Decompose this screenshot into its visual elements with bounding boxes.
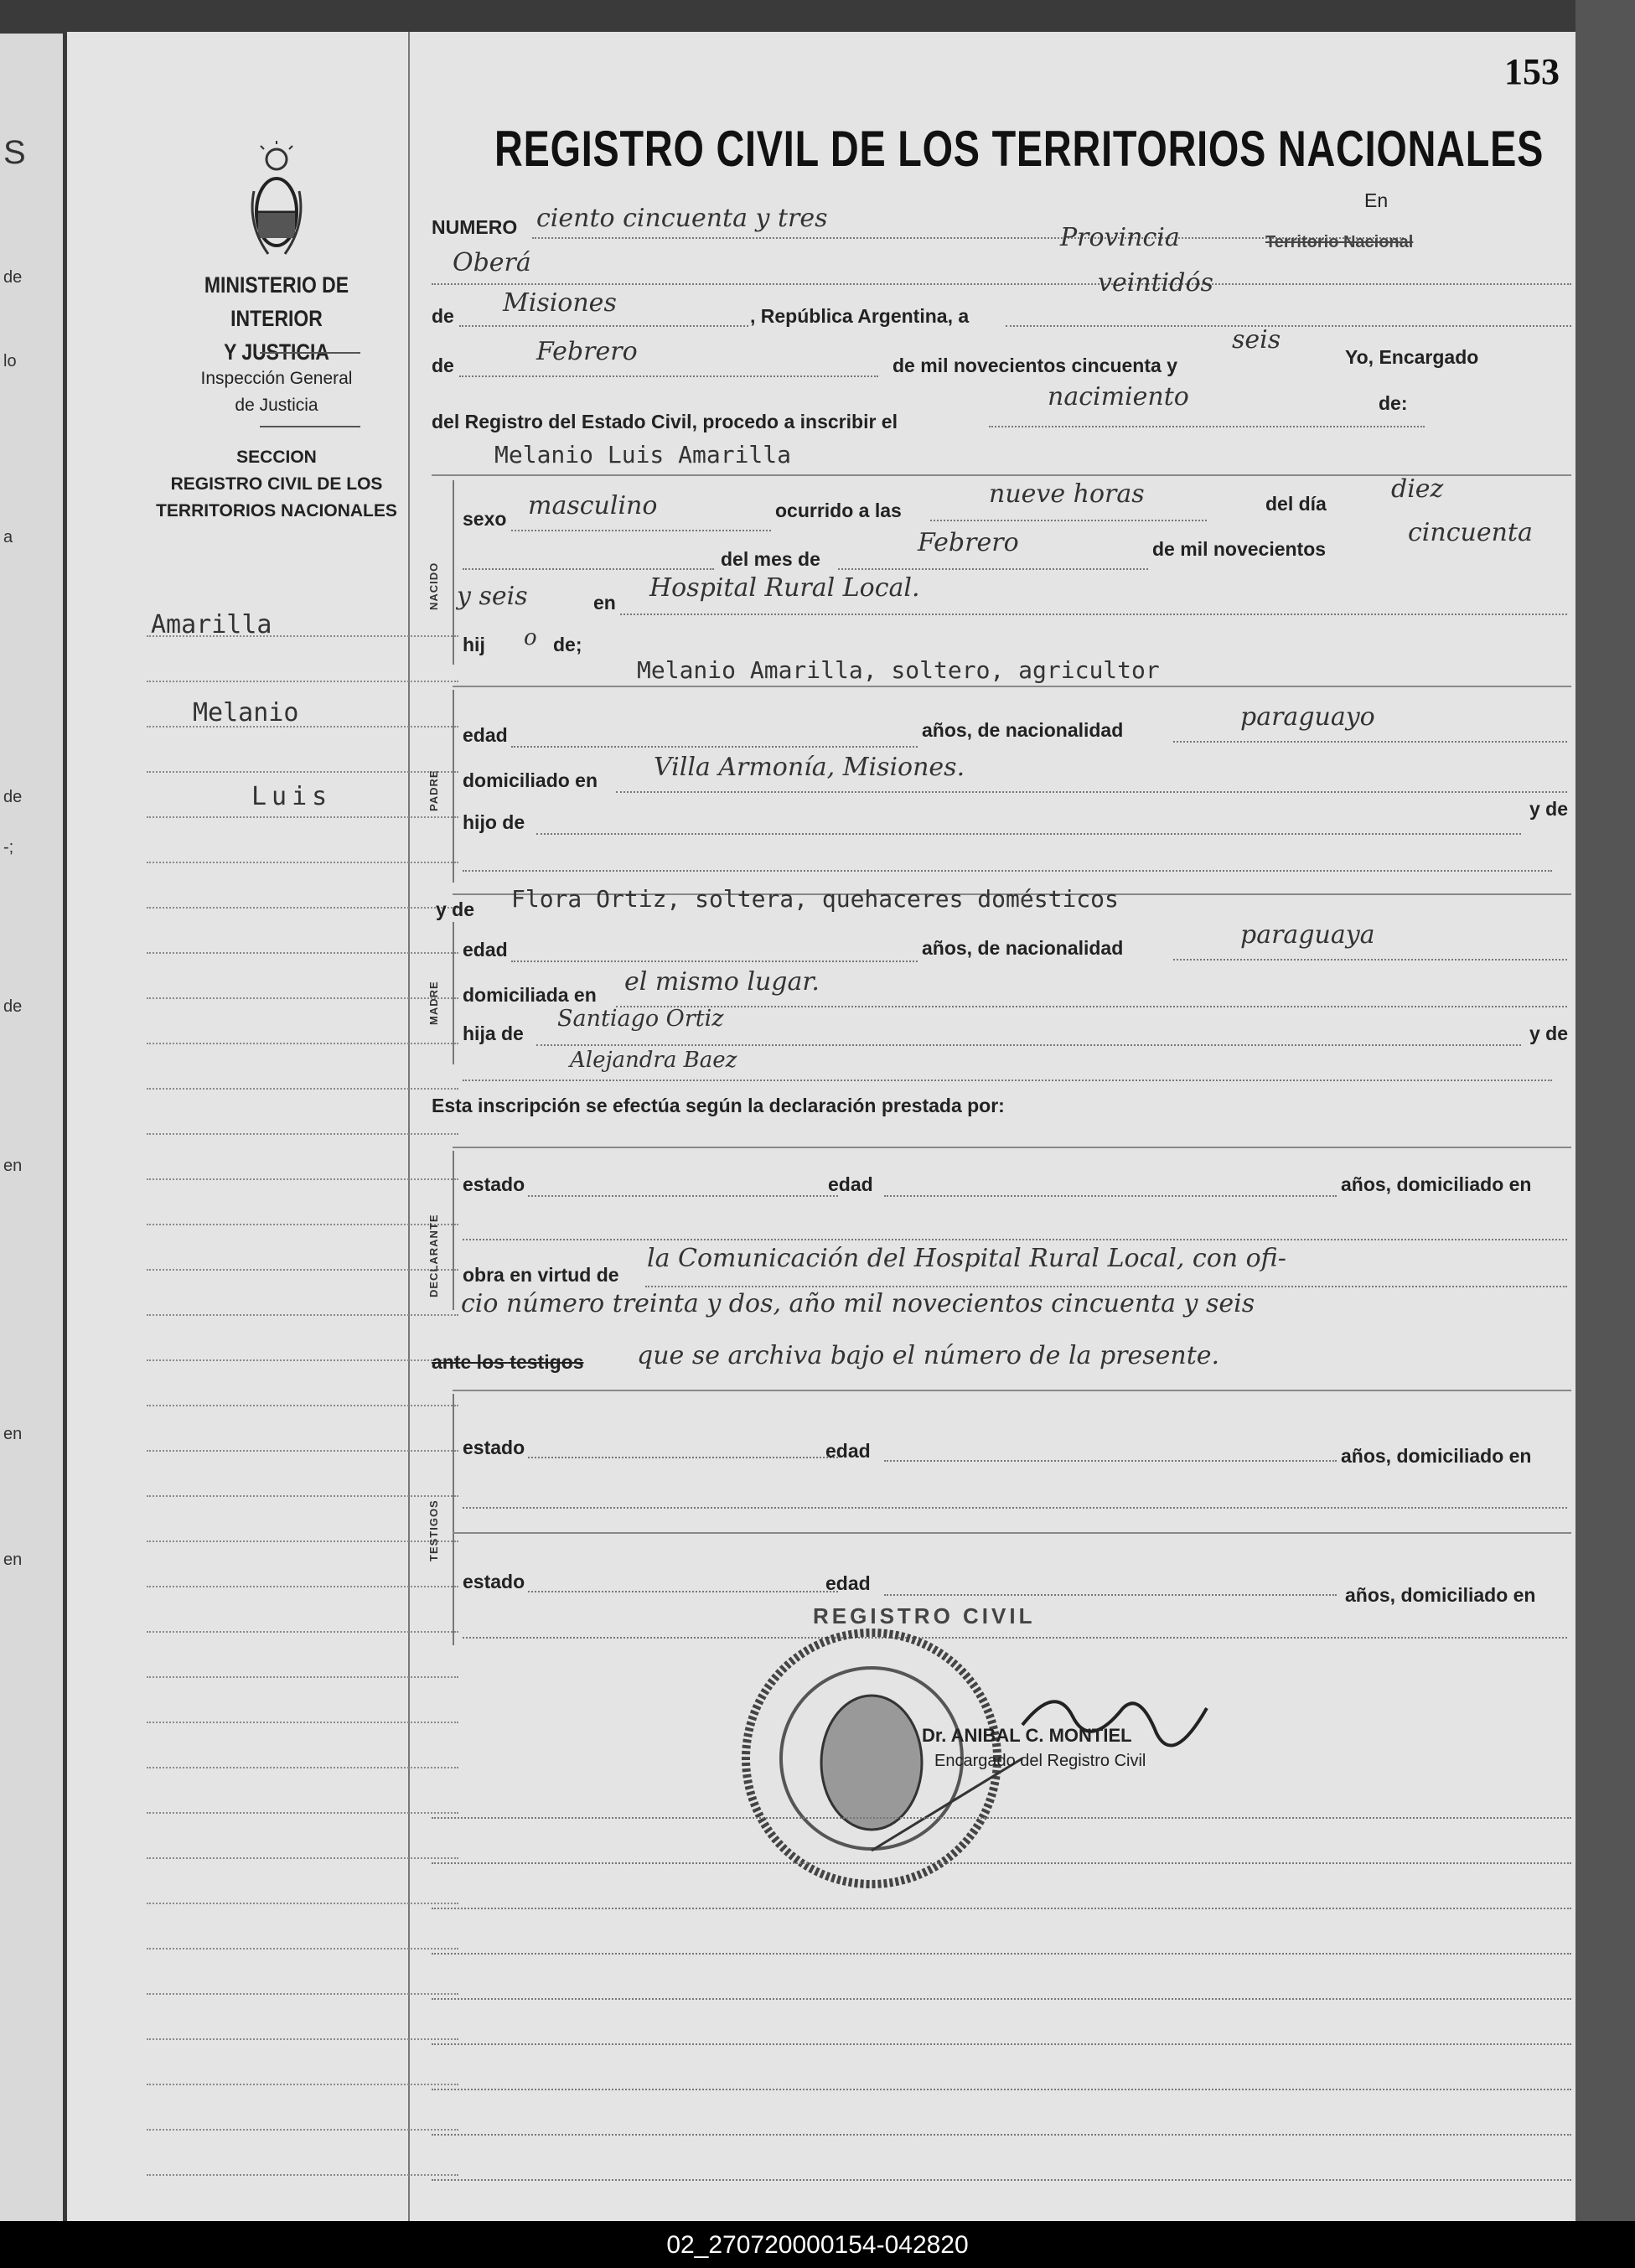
register-title: REGISTRO CIVIL DE LOS TERRITORIOS NACIONALES <box>494 121 1544 177</box>
year-suffix-value: seis <box>1232 325 1281 355</box>
padre-domicilio-label: domiciliado en <box>463 769 598 791</box>
left-fragment: de <box>3 997 23 1016</box>
field-line <box>511 746 918 748</box>
field-line <box>511 530 771 531</box>
padre-name: Melanio Amarilla, soltero, agricultor <box>637 656 1160 684</box>
province-name: Misiones <box>503 288 617 318</box>
sidebar-ruled-line <box>147 1314 458 1316</box>
hora-value: nueve horas <box>989 479 1145 509</box>
sidebar-ruled-line <box>147 1540 458 1542</box>
en-label-nacido: en <box>593 592 616 614</box>
left-page-edge <box>0 34 63 2221</box>
declarante-anios-label: años, domiciliado en <box>1341 1173 1532 1195</box>
sidebar-ruled-line <box>147 1178 458 1180</box>
numero-label: NUMERO <box>432 216 518 238</box>
sidebar-ruled-line <box>147 1224 458 1225</box>
sidebar-ruled-line <box>147 681 458 682</box>
madre-domicilio: el mismo lugar. <box>624 967 820 997</box>
de-colon-label: de: <box>1379 392 1408 414</box>
de-label: de <box>432 305 454 327</box>
padre-hijo-label: hijo de <box>463 811 525 833</box>
madre-section-label: MADRE <box>427 981 440 1025</box>
field-line <box>528 1195 838 1197</box>
field-line <box>838 568 1148 570</box>
ruled-line <box>432 1862 1571 1864</box>
rule <box>453 1390 1571 1391</box>
place-value: Oberá <box>453 248 531 277</box>
obra-line-1: la Comunicación del Hospital Rural Local, con ofi- <box>647 1244 1286 1273</box>
declaracion-intro: Esta inscripción se efectúa según la declaración prestada por: <box>432 1095 1005 1116</box>
field-line <box>463 1080 1552 1081</box>
sidebar-ruled-line <box>147 1495 458 1497</box>
argentine-coat-of-arms-icon <box>247 141 306 267</box>
field-line <box>459 375 878 377</box>
sidebar-ruled-line <box>147 2129 458 2131</box>
stamp-official-role: Encargado del Registro Civil <box>934 1752 1146 1770</box>
testigo1-edad-label: edad <box>825 1440 871 1462</box>
obra-line-3: que se archiva bajo el número de la presente. <box>637 1341 1220 1370</box>
ante-testigos-label: ante los testigos <box>432 1351 584 1373</box>
field-line <box>463 1507 1567 1509</box>
section-heading: SECCION REGISTRO CIVIL DE LOS TERRITORIOS NACIONALES <box>156 448 397 520</box>
sidebar-ruled-line <box>147 952 458 954</box>
right-page-edge <box>1575 0 1635 2221</box>
field-line <box>463 568 714 570</box>
sidebar-given-name-2: Luis <box>251 782 333 811</box>
del-mes-label: del mes de <box>721 548 820 570</box>
obra-label: obra en virtud de <box>463 1264 619 1286</box>
madre-madre-name: Alejandra Baez <box>570 1048 737 1073</box>
month-value: Febrero <box>536 337 638 366</box>
ruled-line <box>432 1953 1571 1955</box>
sidebar-ruled-line <box>147 2174 458 2176</box>
hij-value: o <box>524 625 537 650</box>
left-fragment: lo <box>3 352 17 370</box>
act-value: nacimiento <box>1048 382 1189 412</box>
padre-section-label: PADRE <box>427 769 440 811</box>
hij-label: hij <box>463 634 485 655</box>
ruled-line <box>432 1998 1571 2000</box>
day-value: veintidós <box>1098 268 1213 298</box>
madre-domicilio-label: domiciliada en <box>463 984 597 1006</box>
sidebar-ruled-line <box>147 816 458 818</box>
left-fragment: -; <box>3 838 14 857</box>
field-line <box>930 520 1207 521</box>
testigo2-edad-label: edad <box>825 1572 871 1594</box>
sidebar-ruled-line <box>147 997 458 999</box>
declarante-section-label: DECLARANTE <box>427 1214 440 1297</box>
field-line <box>1006 325 1571 327</box>
sidebar-ruled-line <box>147 1088 458 1090</box>
sidebar-ruled-line <box>147 1631 458 1633</box>
madre-padre-name: Santiago Ortiz <box>557 1006 724 1032</box>
sidebar-ruled-line <box>147 1948 458 1950</box>
padre-nacionalidad: paraguayo <box>1240 702 1375 732</box>
field-line <box>884 1195 1337 1197</box>
ruled-line <box>432 2179 1571 2181</box>
stamp-official-name: Dr. ANIBAL C. MONTIEL <box>922 1725 1132 1746</box>
sidebar-ruled-line <box>147 2084 458 2085</box>
de-label-2: de <box>432 355 454 376</box>
ruled-line <box>432 1817 1571 1819</box>
ruled-line <box>432 2134 1571 2136</box>
sidebar-ruled-line <box>147 2038 458 2040</box>
field-line <box>536 833 1521 835</box>
mes-value: Febrero <box>918 528 1019 557</box>
field-line <box>989 426 1425 427</box>
padre-anios-label: años, de nacionalidad <box>922 719 1124 741</box>
sidebar-ruled-line <box>147 907 458 909</box>
field-line <box>459 325 748 327</box>
ruled-line <box>432 2089 1571 2090</box>
sidebar-ruled-line <box>147 635 458 637</box>
section-bracket <box>453 1394 454 1645</box>
provincia-value: Provincia <box>1060 223 1180 252</box>
ruled-line <box>432 2043 1571 2045</box>
left-fragment: a <box>3 528 13 546</box>
field-line <box>1173 741 1567 743</box>
field-line <box>645 1286 1567 1287</box>
section-bracket <box>453 922 454 1064</box>
de-semicolon-label: de; <box>553 634 582 655</box>
anio-value-2: y seis <box>457 582 528 611</box>
sexo-label: sexo <box>463 508 507 530</box>
dia-value: diez <box>1391 474 1444 504</box>
left-fragment: en <box>3 1551 23 1569</box>
testigo1-anios-label: años, domiciliado en <box>1341 1445 1532 1467</box>
lugar-value: Hospital Rural Local. <box>649 573 920 603</box>
sidebar-ruled-line <box>147 1767 458 1768</box>
left-fragment: en <box>3 1157 23 1175</box>
declarante-estado-label: estado <box>463 1173 525 1195</box>
section-bracket <box>453 690 454 883</box>
sidebar-ruled-line <box>147 1812 458 1814</box>
testigos-section-label: TESTIGOS <box>427 1499 440 1561</box>
field-line <box>463 1239 1567 1240</box>
numero-value: ciento cincuenta y tres <box>536 204 828 233</box>
mil-label: de mil novecientos <box>1152 538 1327 560</box>
testigo2-anios-label: años, domiciliado en <box>1345 1584 1536 1606</box>
padre-edad-label: edad <box>463 724 508 746</box>
ocurrido-label: ocurrido a las <box>775 500 902 521</box>
sidebar-surname: Amarilla <box>151 610 272 639</box>
rule <box>453 1147 1571 1148</box>
sidebar-ruled-line <box>147 1676 458 1678</box>
field-line <box>884 1460 1337 1462</box>
image-id-footer: 02_270720000154-042820 <box>0 2223 1635 2268</box>
sidebar-ruled-line <box>147 1043 458 1044</box>
yo-encargado-label: Yo, Encargado <box>1345 346 1479 368</box>
sexo-value: masculino <box>528 491 658 520</box>
field-line <box>536 1044 1521 1046</box>
stamp-ring-text: REGISTRO CIVIL <box>813 1603 1036 1629</box>
rule <box>453 686 1571 687</box>
padre-domicilio: Villa Armonía, Misiones. <box>654 753 965 782</box>
field-line <box>616 1006 1567 1007</box>
divider <box>260 426 360 427</box>
rule <box>453 1532 1571 1534</box>
declarante-edad-label: edad <box>828 1173 873 1195</box>
testigo2-estado-label: estado <box>463 1571 525 1592</box>
republica-label: , República Argentina, a <box>750 305 970 327</box>
sidebar-ruled-line <box>147 1133 458 1135</box>
sidebar-given-name-1: Melanio <box>193 698 299 728</box>
ruled-line <box>432 1908 1571 1909</box>
del-dia-label: del día <box>1265 493 1327 515</box>
sidebar-ruled-line <box>147 1586 458 1587</box>
testigo1-estado-label: estado <box>463 1437 525 1458</box>
field-line <box>432 283 1571 285</box>
field-line <box>1173 959 1567 961</box>
padre-y-de-label: y de <box>1529 798 1569 820</box>
field-line <box>511 961 918 962</box>
sidebar-ruled-line <box>147 1993 458 1995</box>
madre-name: Flora Ortiz, soltera, quehaceres domésticos <box>511 885 1119 913</box>
en-label: En <box>1364 189 1389 211</box>
year-prefix-label: de mil novecientos cincuenta y <box>893 355 1177 376</box>
ministry-heading: MINISTERIO DE INTERIOR Y JUSTICIA <box>204 272 349 365</box>
left-fragment: de <box>3 788 23 806</box>
page-number: 153 <box>1504 51 1560 92</box>
sidebar-ruled-line <box>147 1450 458 1452</box>
territorio-struck: Territorio Nacional <box>1265 233 1414 251</box>
inspection-heading: Inspección General de Justicia <box>200 369 353 415</box>
madre-nacionalidad: paraguaya <box>1240 920 1375 950</box>
madre-anios-label: años, de nacionalidad <box>922 937 1124 959</box>
obra-line-2: cio número treinta y dos, año mil novecientos cincuenta y seis <box>461 1289 1255 1318</box>
madre-hija-label: hija de <box>463 1023 524 1044</box>
section-bracket <box>453 480 454 665</box>
sidebar-ruled-line <box>147 1903 458 1904</box>
divider <box>260 352 360 354</box>
sidebar-ruled-line <box>147 1405 458 1406</box>
madre-y-de-label: y de <box>436 898 475 920</box>
registro-label: del Registro del Estado Civil, procedo a inscribir el <box>432 411 898 432</box>
section-bracket <box>453 1151 454 1310</box>
register-page <box>67 32 1575 2221</box>
sidebar-ruled-line <box>147 1359 458 1361</box>
madre-edad-label: edad <box>463 939 508 961</box>
field-line <box>463 870 1552 872</box>
sidebar-ruled-line <box>147 1722 458 1723</box>
sidebar-ruled-line <box>147 726 458 728</box>
anio-value-1: cincuenta <box>1408 518 1533 547</box>
field-line <box>616 791 1567 793</box>
left-fragment: en <box>3 1425 23 1443</box>
sidebar-ruled-line <box>147 771 458 773</box>
nacido-section-label: NACIDO <box>427 562 440 610</box>
column-divider <box>408 32 410 2221</box>
left-fragment: S <box>3 134 26 171</box>
sidebar-ruled-line <box>147 862 458 863</box>
nacido-name: Melanio Luis Amarilla <box>494 441 792 469</box>
left-fragment: de <box>3 268 23 287</box>
madre-y-de-label-2: y de <box>1529 1023 1569 1044</box>
sidebar-ruled-line <box>147 1857 458 1859</box>
field-line <box>528 1457 838 1458</box>
sidebar-ruled-line <box>147 1269 458 1271</box>
field-line <box>620 614 1567 615</box>
